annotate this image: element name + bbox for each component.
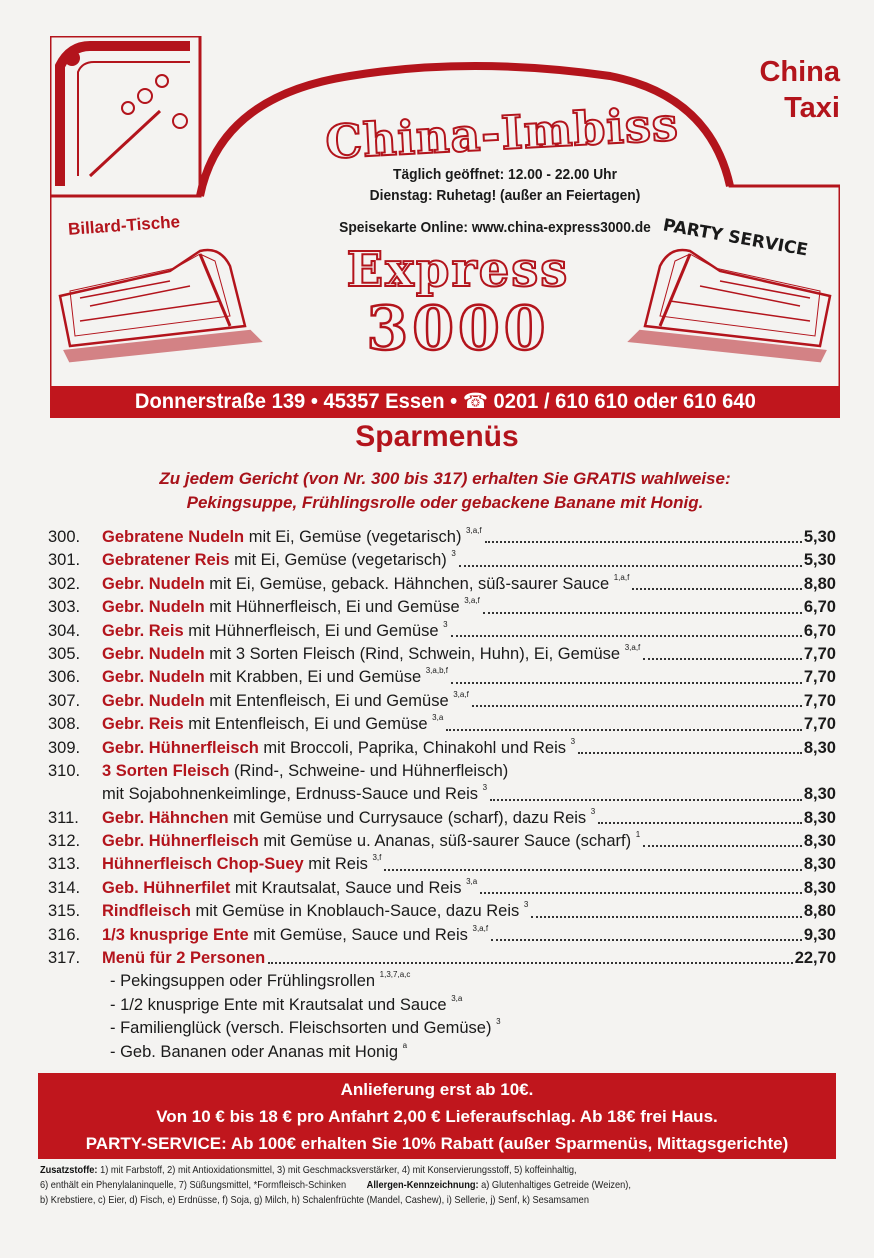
menu-subitem-text: - Geb. Bananen oder Ananas mit Honig: [110, 1042, 399, 1061]
menu-row-body: [102, 573, 836, 596]
menu-row-body: [102, 783, 836, 806]
menu-row: [48, 947, 836, 970]
menu-row-body: [102, 830, 836, 853]
menu-description: [102, 853, 381, 876]
menu-row-body: [102, 760, 836, 783]
menu-number: 300.: [48, 528, 81, 546]
billard-label: Billard-Tische: [67, 212, 181, 239]
leader-dots: [451, 666, 802, 683]
menu-price: 8,80: [803, 902, 836, 921]
menu-price: 8,30: [803, 878, 836, 897]
menu-row: [48, 924, 836, 947]
menu-description: [102, 900, 528, 923]
menu-row: [48, 830, 836, 853]
menu-number: 307.: [48, 691, 81, 710]
menu-row: [48, 573, 836, 596]
menu-row-body: [102, 666, 836, 689]
menu-dish-desc: mit Gemüse in Knoblauch-Sauce, dazu Reis: [190, 902, 520, 921]
menu-subitem-text: - Pekingsuppen oder Frühlingsrollen: [110, 972, 376, 991]
allergen-codes: 3,f: [372, 853, 382, 863]
menu-number: 314.: [48, 878, 81, 897]
leader-dots: [531, 900, 802, 917]
menu-description: [102, 549, 456, 572]
menu-number: 315.: [48, 902, 81, 921]
menu-subitem-text: - Familienglück (versch. Fleischsorten und Gemüse): [110, 1019, 492, 1038]
menu-row: [48, 900, 836, 923]
menu-row-body: [102, 947, 836, 970]
menu-subitem: [48, 1017, 836, 1040]
logo-title: China-Imbiss: [324, 96, 680, 170]
menu-dish-name: Rindfleisch: [102, 902, 191, 921]
menu-description: [102, 783, 487, 806]
leader-dots: [451, 620, 802, 637]
menu-number: 302.: [48, 574, 81, 593]
allergen-codes: 1: [635, 830, 641, 840]
allergen-codes: 3,a: [466, 876, 478, 886]
menu-row-body: [102, 596, 836, 619]
allergen-text: a) Glutenhaltiges Getreide (Weizen),: [478, 1179, 631, 1191]
menu-row-body: [102, 620, 836, 643]
allergen-codes: 3: [451, 549, 456, 559]
opening-hours: [289, 164, 721, 206]
menu-price: 8,30: [803, 785, 836, 804]
zusatz-label: Zusatzstoffe:: [40, 1164, 98, 1176]
menu-description: [102, 737, 575, 760]
hours-line: Täglich geöffnet: 12.00 - 22.00 Uhr: [393, 166, 617, 183]
allergen-codes: 3,a: [432, 713, 444, 723]
closing-day-line: Dienstag: Ruhetag! (außer an Feiertagen): [369, 187, 641, 204]
delivery-fee: Von 10 € bis 18 € pro Anfahrt 2,00 € Lieferaufschlag. Ab 18€ frei Haus.: [156, 1107, 718, 1126]
logo-number: 3000: [366, 294, 550, 364]
menu-number: 316.: [48, 925, 81, 944]
menu-dish-name: Gebratener Reis: [102, 551, 230, 570]
allergen-codes: 3,a,f: [464, 596, 480, 606]
menu-description: [102, 947, 265, 970]
menu-description: [102, 924, 488, 947]
menu-dish-desc: mit Reis: [303, 855, 368, 874]
menu-description: [102, 690, 469, 713]
menu-dish-name: Gebr. Nudeln: [102, 668, 205, 687]
menu-subitem-text: - 1/2 knusprige Ente mit Krautsalat und Sauce: [110, 995, 447, 1014]
leader-dots: [384, 853, 802, 870]
menu-number: 303.: [48, 598, 81, 617]
menu-dish-name: Gebr. Nudeln: [102, 691, 205, 710]
allergen-codes: 3,a,f: [472, 923, 489, 933]
taxi-word: Taxi: [784, 92, 840, 124]
china-word: China: [759, 56, 840, 88]
menu-row-continued: [48, 783, 836, 806]
menu-row: [48, 549, 836, 572]
leader-dots: [480, 877, 802, 894]
menu-dish-name: Geb. Hühnerfilet: [102, 878, 231, 897]
menu-dish-name: 1/3 knusprige Ente: [102, 925, 249, 944]
menu-dish-name: Hühnerfleisch Chop-Suey: [102, 855, 304, 874]
menu-row: [48, 713, 836, 736]
delivery-info-bar: [38, 1073, 836, 1159]
menu-dish-desc: (Rind-, Schweine- und Hühnerfleisch): [229, 761, 509, 780]
menu-subitem: [48, 1041, 836, 1064]
allergen-codes: 3,a,f: [453, 689, 469, 699]
menu-description: [102, 713, 443, 736]
leader-dots: [578, 737, 802, 754]
menu-dish-name: Gebr. Hähnchen: [102, 808, 229, 827]
menu-dish-desc: mit Ei, Gemüse (vegetarisch): [244, 528, 462, 546]
menu-row-body: [102, 900, 836, 923]
menu-price: 8,80: [803, 574, 836, 593]
menu-row-body: [102, 924, 836, 947]
menu-list: [48, 526, 836, 1064]
menu-dish-name: Gebr. Reis: [102, 715, 184, 734]
allergen-codes: 3: [570, 736, 576, 746]
menu-number: 311.: [48, 808, 79, 827]
allergen-text-2: b) Krebstiere, c) Eier, d) Fisch, e) Erdnüsse, f) Soja, g) Milch, h) Schalenfrüchte (Mandel, Cashew), i) Sellerie, j) Senf, k) Sesamsamen: [40, 1194, 589, 1206]
menu-dish-name: Gebr. Nudeln: [102, 598, 205, 617]
train-left-icon: [60, 250, 260, 361]
leader-dots: [643, 830, 802, 847]
menu-dish-desc: mit Gemüse und Currysauce (scharf), dazu Reis: [228, 808, 587, 827]
menu-price: 6,70: [803, 621, 836, 640]
menu-price: 7,70: [803, 644, 836, 663]
leader-dots: [632, 573, 802, 590]
menu-number: 305.: [48, 644, 81, 663]
menu-dish-desc: mit Hühnerfleisch, Ei und Gemüse: [183, 621, 439, 640]
menu-row: [48, 737, 836, 760]
menu-price: 7,70: [803, 668, 836, 687]
leader-dots: [446, 713, 802, 730]
menu-subitem: [48, 994, 836, 1017]
menu-row: [48, 643, 836, 666]
menu-row: [48, 853, 836, 876]
menu-dish-name: 3 Sorten Fleisch: [102, 761, 230, 780]
menu-price: 9,30: [803, 925, 836, 944]
menu-number: 301.: [48, 551, 81, 570]
allergen-codes: 3,a,b,f: [425, 666, 448, 676]
menu-description: [102, 666, 448, 689]
menu-dish-name: Gebr. Hühnerfleisch: [102, 738, 259, 757]
allergen-codes: 3: [590, 806, 596, 816]
allergen-codes: 3,a,f: [466, 526, 482, 535]
menu-row: [48, 596, 836, 619]
allergen-codes: 3,a: [451, 993, 463, 1003]
menu-dish-desc: mit Gemüse u. Ananas, süß-saurer Sauce (scharf): [258, 832, 632, 851]
fineprint-line: [40, 1163, 744, 1178]
menu-dish-desc: mit Entenfleisch, Ei und Gemüse: [183, 715, 428, 734]
menu-price: 8,30: [803, 855, 836, 874]
address-bar: [50, 386, 840, 418]
menu-description: [102, 807, 595, 830]
menu-price: 8,30: [803, 738, 836, 757]
menu-number: 312.: [48, 832, 81, 851]
menu-number-spacer: [48, 783, 102, 806]
allergen-codes: 3: [443, 619, 448, 629]
delivery-minimum: Anlieferung erst ab 10€.: [340, 1080, 534, 1099]
menu-row-body: [102, 549, 836, 572]
leader-dots: [483, 596, 802, 613]
menu-row-body: [102, 877, 836, 900]
menu-description: [102, 526, 482, 549]
allergen-codes: 1,3,7,a,c: [379, 970, 411, 980]
menu-row-body: [102, 853, 836, 876]
party-service-discount: PARTY-SERVICE: Ab 100€ erhalten Sie 10% Rabatt (außer Sparmenüs, Mittagsgerichte): [85, 1134, 789, 1153]
menu-dish-desc: mit Krautsalat, Sauce und Reis: [230, 878, 462, 897]
menu-description: [102, 643, 640, 666]
menu-price: 6,70: [803, 598, 836, 617]
menu-row-body: [102, 643, 836, 666]
section-intro: [60, 467, 830, 515]
address-text: Donnerstraße 139 • 45357 Essen • ☎ 0201 / 610 610 oder 610 640: [134, 390, 756, 413]
menu-dish-name: Gebr. Nudeln: [102, 574, 205, 593]
billiard-icon: [60, 46, 190, 186]
leader-dots: [472, 690, 802, 707]
intro-line: Pekingsuppe, Frühlingsrolle oder gebackene Banane mit Honig.: [186, 493, 704, 512]
allergen-label: Allergen-Kennzeichnung:: [366, 1179, 479, 1191]
header: [50, 36, 840, 418]
menu-subitem: [48, 970, 836, 993]
leader-dots: [491, 924, 802, 941]
allergen-codes: 1,a,f: [613, 572, 630, 582]
menu-number: 309.: [48, 738, 81, 757]
menu-row: [48, 620, 836, 643]
menu-dish-desc: mit Gemüse, Sauce und Reis: [248, 925, 468, 944]
leader-dots: [459, 549, 802, 566]
menu-row: [48, 877, 836, 900]
menu-price: 22,70: [794, 949, 836, 968]
menu-row-body: [102, 526, 836, 549]
menu-price: 7,70: [803, 715, 836, 734]
zusatz-text-2: 6) enthält ein Phenylalaninquelle, 7) Süßungsmittel, *Formfleisch-Schinken: [40, 1179, 347, 1191]
leader-dots: [490, 783, 802, 800]
menu-price: 5,30: [803, 528, 836, 546]
menu-dish-desc: mit 3 Sorten Fleisch (Rind, Schwein, Huhn), Ei, Gemüse: [204, 644, 621, 663]
section-title: Sparmenüs: [355, 420, 519, 453]
menu-dish-desc: mit Entenfleisch, Ei und Gemüse: [204, 691, 449, 710]
menu-description: [102, 760, 508, 783]
menu-row: [48, 526, 836, 549]
fineprint-line: [40, 1193, 744, 1208]
online-menu-link[interactable]: Speisekarte Online: www.china-express3000.de: [339, 219, 651, 236]
allergen-codes: a: [402, 1040, 408, 1050]
allergen-codes: 3: [523, 900, 529, 910]
menu-dish-desc: mit Krabben, Ei und Gemüse: [204, 668, 422, 687]
menu-number: 317.: [48, 949, 81, 968]
menu-dish-name: Gebr. Hühnerfleisch: [102, 832, 259, 851]
express-logo: Express: [346, 242, 570, 298]
menu-price: 5,30: [803, 551, 836, 570]
fineprint: [40, 1163, 840, 1208]
menu-dish-desc: mit Ei, Gemüse, geback. Hähnchen, süß-saurer Sauce: [204, 574, 610, 593]
menu-number: 313.: [48, 855, 81, 874]
fineprint-line: [40, 1178, 744, 1193]
menu-row-body: [102, 690, 836, 713]
party-service-label: PARTY SERVICE: [661, 215, 810, 261]
menu-row-body: [102, 737, 836, 760]
menu-row: [48, 807, 836, 830]
menu-dish-name: Gebr. Nudeln: [102, 644, 205, 663]
leader-dots: [598, 807, 802, 824]
menu-description: [102, 596, 480, 619]
menu-row: [48, 690, 836, 713]
menu-number: 306.: [48, 668, 81, 687]
menu-price: 8,30: [803, 832, 836, 851]
menu-dish-desc: mit Broccoli, Paprika, Chinakohl und Reis: [258, 738, 567, 757]
menu-price: 7,70: [803, 691, 836, 710]
menu-row: [48, 666, 836, 689]
leader-dots: [268, 947, 793, 964]
menu-dish-name: Gebr. Reis: [102, 621, 184, 640]
menu-description: [102, 830, 640, 853]
leader-dots: [485, 526, 802, 543]
china-taxi-label: [750, 54, 840, 126]
menu-row-body: [102, 713, 836, 736]
menu-dish-desc: mit Ei, Gemüse (vegetarisch): [229, 551, 447, 570]
menu-row-body: [102, 807, 836, 830]
menu-number: 308.: [48, 715, 81, 734]
menu-description: [102, 573, 629, 596]
menu-dish-desc-2: mit Sojabohnenkeimlinge, Erdnuss-Sauce und Reis: [102, 785, 479, 804]
menu-dish-name: Menü für 2 Personen: [102, 949, 266, 968]
menu-number: 310.: [48, 761, 81, 780]
menu-description: [102, 877, 477, 900]
menu-number: 304.: [48, 621, 81, 640]
menu-row: [48, 760, 836, 783]
train-right-icon: [630, 250, 830, 361]
menu-description: [102, 620, 448, 643]
menu-dish-name: Gebratene Nudeln: [102, 528, 245, 546]
menu-price: 8,30: [803, 808, 836, 827]
leader-dots: [643, 643, 802, 660]
zusatz-text: 1) mit Farbstoff, 2) mit Antioxidationsmittel, 3) mit Geschmacksverstärker, 4) mit Konservierungsstoff, 5) koffeinhaltig,: [97, 1164, 577, 1176]
allergen-codes: 3: [496, 1017, 501, 1027]
allergen-codes: 3: [482, 783, 488, 793]
allergen-codes: 3,a,f: [624, 642, 641, 652]
intro-line: Zu jedem Gericht (von Nr. 300 bis 317) erhalten Sie GRATIS wahlweise:: [159, 469, 731, 488]
menu-dish-desc: mit Hühnerfleisch, Ei und Gemüse: [204, 598, 460, 617]
